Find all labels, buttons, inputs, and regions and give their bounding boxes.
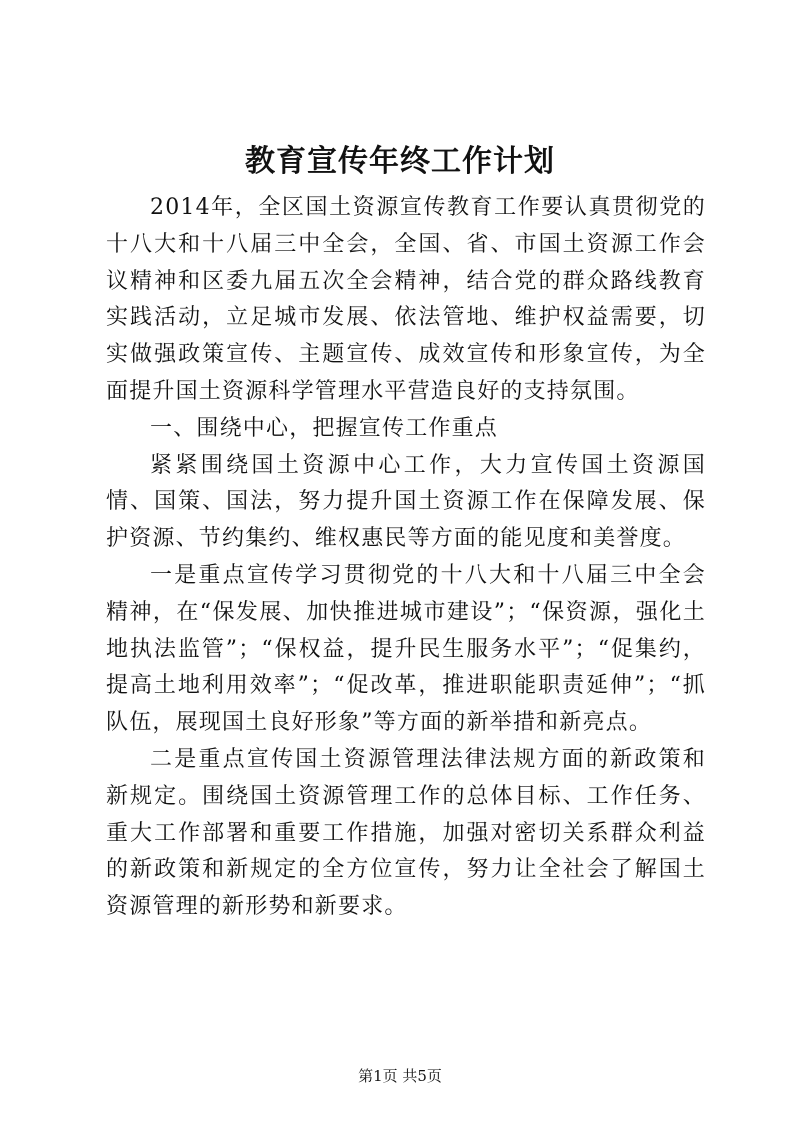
page-footer: 第1页 共5页	[358, 1067, 442, 1085]
section-heading-1: 一、围绕中心，把握宣传工作重点	[150, 415, 499, 441]
paragraph-intro: 2014年，全区国土资源宣传教育工作要认真贯彻党的十八大和十八届三中全会，全国、省、市国土资源工作会议精神和区委九届五次全会精神，结合党的群众路线教育实践活动，立足城市发展、依法管地、维护权益需要，切实做强政策宣传、主题宣传、成效宣传和形象宣传，为全面提升国土资源科学管理水平营造良好的支持氛围。	[106, 195, 706, 404]
paragraph-section-1: 紧紧围绕国土资源中心工作，大力宣传国土资源国情、国策、国法，努力提升国土资源工作在保障发展、保护资源、节约集约、维权惠民等方面的能见度和美誉度。	[106, 452, 706, 552]
document-body	[106, 190, 706, 926]
document-title: 教育宣传年终工作计划	[245, 144, 555, 179]
paragraph-point-2: 二是重点宣传国土资源管理法律法规方面的新政策和新规定。围绕国土资源管理工作的总体目标、工作任务、重大工作部署和重要工作措施，加强对密切关系群众利益的新政策和新规定的全方位宣传，努力让全社会了解国土资源管理的新形势和新要求。	[106, 746, 706, 920]
paragraph-point-1: 一是重点宣传学习贯彻党的十八大和十八届三中全会精神，在“保发展、加快推进城市建设”；“保资源，强化土地执法监管”；“保权益，提升民生服务水平”；“促集约，提高土地利用效率”；“促改革，推进职能职责延伸”；“抓队伍，展现国土良好形象”等方面的新举措和新亮点。	[106, 562, 706, 736]
